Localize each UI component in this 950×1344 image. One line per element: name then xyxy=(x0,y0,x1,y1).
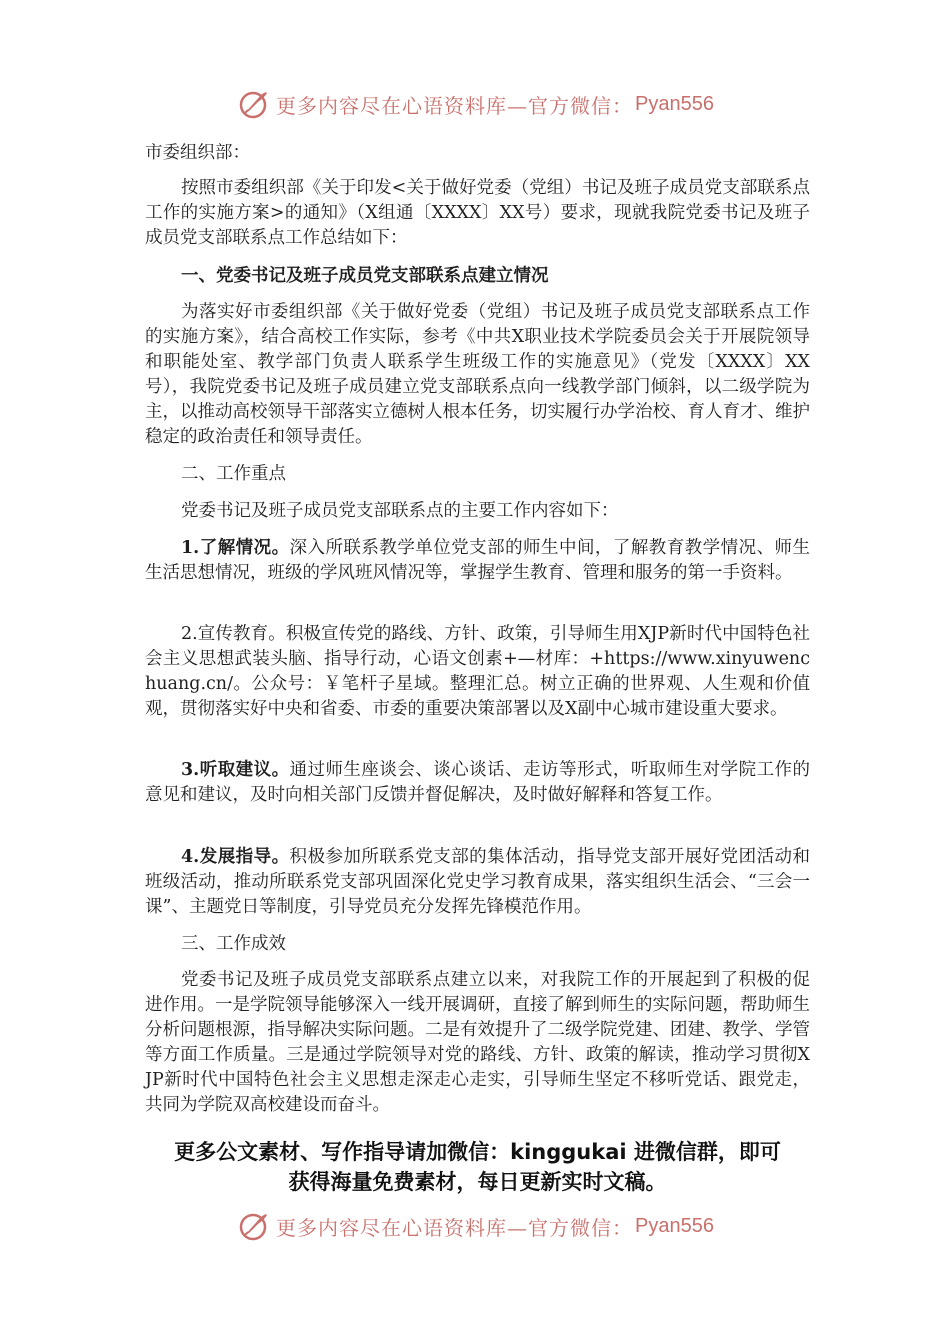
banner-wechat-id: Pyan556 xyxy=(635,1214,714,1237)
footer-line-1: 更多公文素材、写作指导请加微信：kinggukai 进微信群，即可 xyxy=(174,1140,781,1164)
section2-intro-block xyxy=(145,499,810,524)
item1-block xyxy=(145,536,810,586)
section1-body-block xyxy=(145,300,810,450)
section3-body: 党委书记及班子成员党支部联系点建立以来，对我院工作的开展起到了积极的促进作用。一是学院领导能够深入一线开展调研，直接了解到师生的实际问题，帮助师生分析问题根源，指导解决实际问题。二是有效提升了二级学院党建、团建、教学、学管等方面工作质量。三是通过学院领导对党的路线、方针、政策的解读，推动学习贯彻XJP新时代中国特色社会主义思想走深走心走实，引导师生坚定不移听党话、跟党走，共同为学院双高校建设而奋斗。 xyxy=(145,970,810,1115)
section2-title: 二、工作重点 xyxy=(181,464,286,484)
item1-text: 深入所联系教学单位党支部的师生中间，了解教育教学情况、师生生活思想情况，班级的学风班风情况等，掌握学生教育、管理和服务的第一手资料。 xyxy=(145,538,810,583)
section3-body-block xyxy=(145,968,810,1118)
item1-label: 1.了解情况。 xyxy=(181,538,290,558)
footer-banner xyxy=(0,1206,950,1246)
section1-title: 一、党委书记及班子成员党支部联系点建立情况 xyxy=(181,266,549,286)
section3-heading-block xyxy=(145,932,810,957)
document-body xyxy=(145,141,810,166)
item3-text: 通过师生座谈会、谈心谈话、走访等形式，听取师生对学院工作的意见和建议，及时向相关部门反馈并督促解决，及时做好解释和答复工作。 xyxy=(145,760,810,805)
item2-block xyxy=(145,622,810,722)
intro-block xyxy=(145,176,810,251)
quill-logo-icon xyxy=(236,1209,270,1243)
salutation: 市委组织部： xyxy=(145,143,250,163)
header-banner xyxy=(0,84,950,124)
intro-paragraph: 按照市委组织部《关于印发<关于做好党委（党组）书记及班子成员党支部联系点工作的实施方案>的通知》（X组通〔XXXX〕XX号）要求，现就我院党委书记及班子成员党支部联系点工作总结如下： xyxy=(145,178,810,248)
section2-intro: 党委书记及班子成员党支部联系点的主要工作内容如下： xyxy=(181,501,619,521)
item3-paragraph xyxy=(145,758,810,808)
section1-body: 为落实好市委组织部《关于做好党委（党组）书记及班子成员党支部联系点工作的实施方案》，结合高校工作实际，参考《中共X职业技术学院委员会关于开展院领导和职能处室、教学部门负责人联系学生班级工作的实施意见》（党发〔XXXX〕XX号），我院党委书记及班子成员建立党支部联系点向一线教学部门倾斜，以二级学院为主，以推动高校领导干部落实立德树人根本任务，切实履行办学治校、育人育才、维护稳定的政治责任和领导责任。 xyxy=(145,302,810,447)
section2-heading-block xyxy=(145,462,810,487)
footer-call-to-action xyxy=(120,1137,835,1197)
section3-title: 三、工作成效 xyxy=(181,934,286,954)
item3-label: 3.听取建议。 xyxy=(181,760,290,780)
item1-paragraph xyxy=(145,536,810,586)
item4-block xyxy=(145,845,810,920)
banner-text: 更多内容尽在心语资料库—官方微信： xyxy=(276,93,634,118)
item4-label: 4.发展指导。 xyxy=(181,847,290,867)
item4-text: 积极参加所联系党支部的集体活动，指导党支部开展好党团活动和班级活动，推动所联系党支部巩固深化党史学习教育成果，落实组织生活会、“三会一课”、主题党日等制度，引导党员充分发挥先锋模范作用。 xyxy=(145,847,810,917)
banner-text: 更多内容尽在心语资料库—官方微信： xyxy=(276,1215,634,1240)
footer-line-2: 获得海量免费素材，每日更新实时文稿。 xyxy=(288,1170,667,1194)
item3-block xyxy=(145,758,810,808)
quill-logo-icon xyxy=(236,87,270,121)
item4-paragraph xyxy=(145,845,810,920)
banner-wechat-id: Pyan556 xyxy=(635,92,714,115)
section1-heading-block xyxy=(145,264,810,289)
item2-paragraph: 2.宣传教育。积极宣传党的路线、方针、政策，引导师生用XJP新时代中国特色社会主义思想武装头脑、指导行动，心语文创素+—材库：+https://www.xinyuwenchuang.cn/。公众号：￥笔杆子星域。整理汇总。树立正确的世界观、人生观和价值观，贯彻落实好中央和省委、市委的重要决策部署以及X副中心城市建设重大要求。 xyxy=(145,624,810,719)
